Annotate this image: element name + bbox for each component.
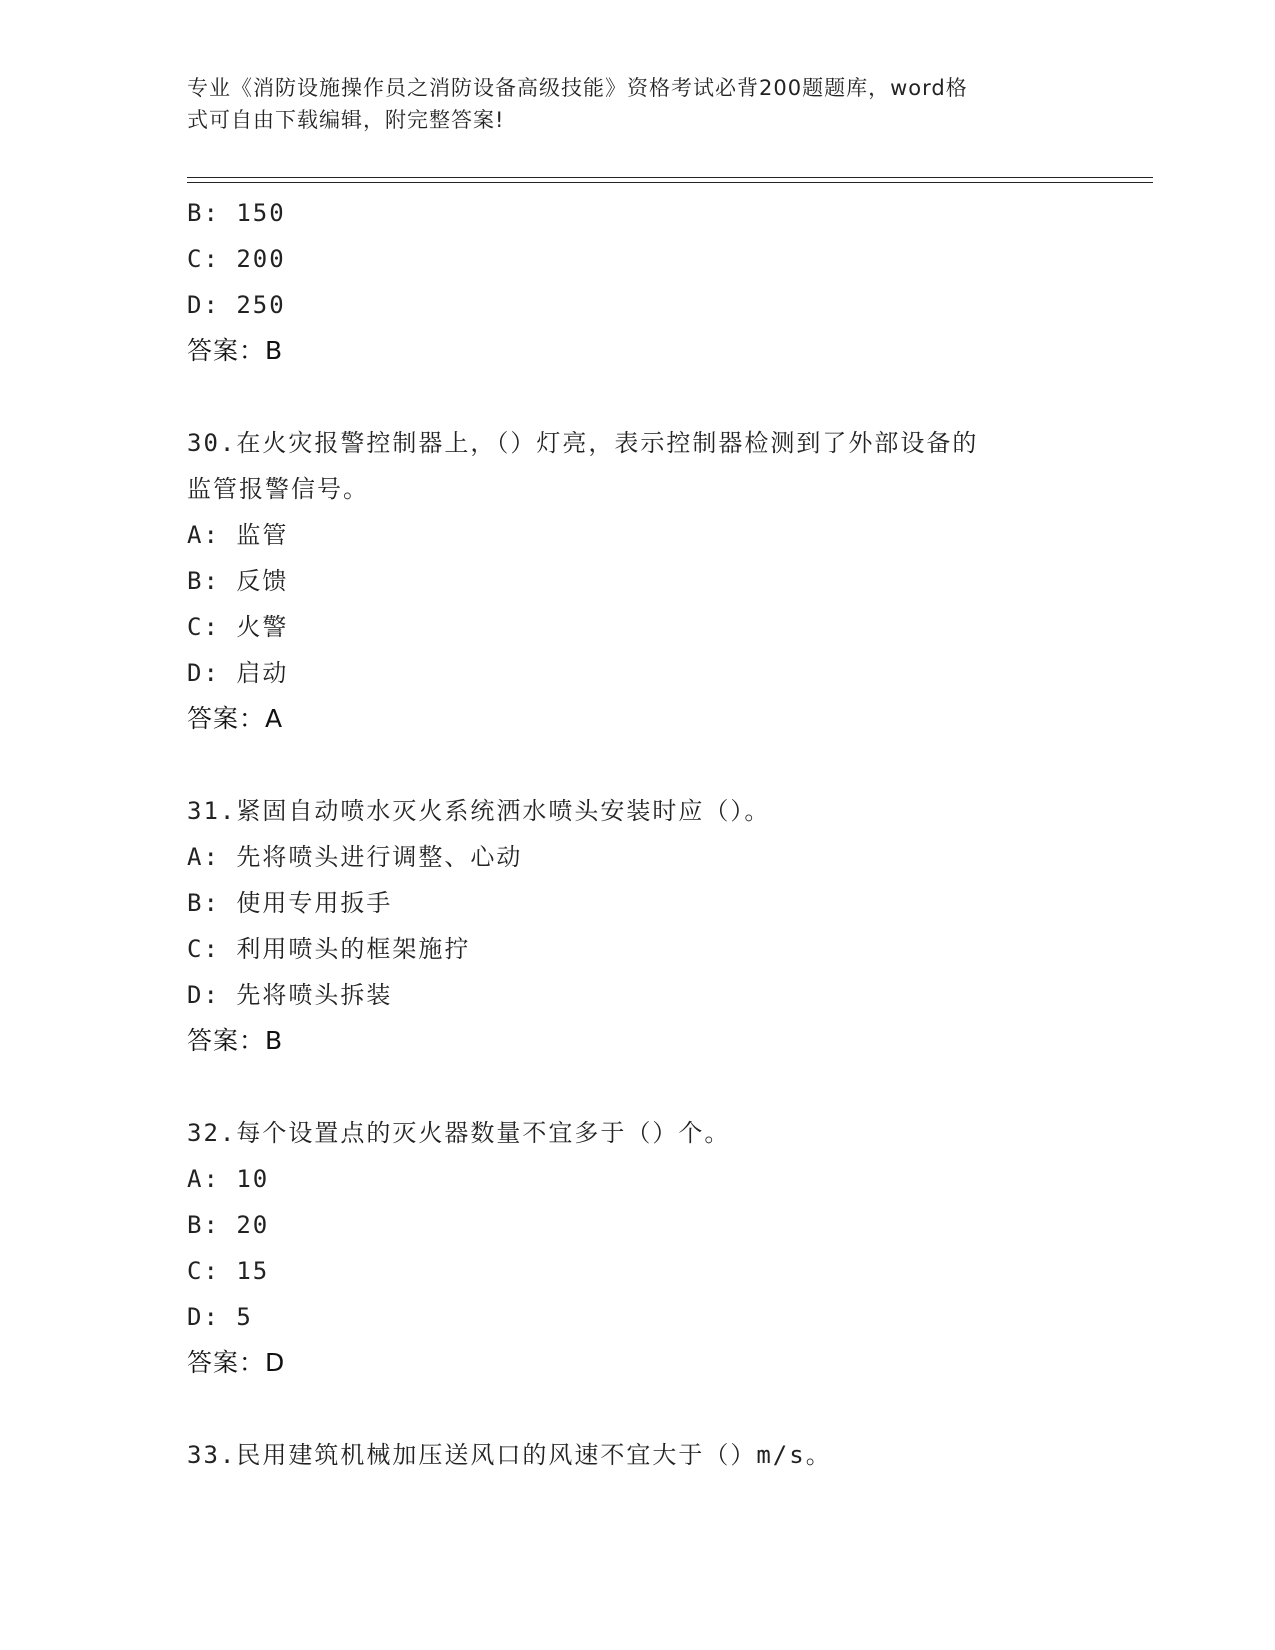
option-a [187, 834, 1087, 880]
question-block-30 [187, 420, 1087, 742]
option-text: 250 [236, 291, 286, 319]
option-label: C: [187, 935, 220, 963]
option-label: B: [187, 199, 220, 227]
option-label: A: [187, 1165, 220, 1193]
option-text: 监管 [236, 521, 289, 549]
answer-line: 答案：B [187, 1026, 284, 1055]
option-label: C: [187, 245, 220, 273]
option-text: 启动 [236, 659, 289, 687]
question-stem-line-1: 30.在火灾报警控制器上，（）灯亮，表示控制器检测到了外部设备的 [187, 429, 979, 457]
option-d [187, 650, 1087, 696]
answer-line: 答案：A [187, 704, 284, 733]
question-stem-line-1: 32.每个设置点的灭火器数量不宜多于（）个。 [187, 1119, 731, 1147]
option-b [187, 190, 1087, 236]
header-title-line-1: 专业《消防设施操作员之消防设备高级技能》资格考试必背200题题库，word格 [187, 76, 968, 100]
option-b [187, 880, 1087, 926]
option-label: A: [187, 521, 220, 549]
option-label: B: [187, 889, 220, 917]
question-block-31 [187, 788, 1087, 1064]
question-block-29 [187, 190, 1087, 374]
option-text: 火警 [236, 613, 289, 641]
answer-line: 答案：B [187, 336, 284, 365]
option-label: D: [187, 291, 220, 319]
document-header [187, 72, 1067, 136]
option-c [187, 604, 1087, 650]
option-text: 使用专用扳手 [236, 889, 393, 917]
option-text: 15 [236, 1257, 270, 1285]
option-text: 反馈 [236, 567, 289, 595]
option-text: 利用喷头的框架施拧 [236, 935, 471, 963]
option-text: 5 [236, 1303, 253, 1331]
option-label: D: [187, 981, 220, 1009]
option-text: 10 [236, 1165, 270, 1193]
question-block-33 [187, 1432, 1087, 1478]
question-stem-line-1: 33.民用建筑机械加压送风口的风速不宜大于（）m/s。 [187, 1441, 832, 1469]
option-d [187, 1294, 1087, 1340]
option-label: D: [187, 659, 220, 687]
spacer [187, 1386, 1087, 1432]
option-d [187, 972, 1087, 1018]
spacer [187, 742, 1087, 788]
question-stem-line-1: 31.紧固自动喷水灭火系统洒水喷头安装时应（）。 [187, 797, 771, 825]
option-text: 20 [236, 1211, 270, 1239]
option-c [187, 1248, 1087, 1294]
option-text: 先将喷头进行调整、心动 [236, 843, 523, 871]
option-a [187, 512, 1087, 558]
option-label: B: [187, 1211, 220, 1239]
header-divider-bottom [187, 182, 1153, 183]
spacer [187, 1064, 1087, 1110]
option-c [187, 926, 1087, 972]
option-text: 先将喷头拆装 [236, 981, 393, 1009]
question-list [187, 190, 1087, 1478]
question-block-32 [187, 1110, 1087, 1386]
answer-line: 答案：D [187, 1348, 286, 1377]
option-text: 200 [236, 245, 286, 273]
option-d [187, 282, 1087, 328]
header-divider-top [187, 177, 1153, 178]
spacer [187, 374, 1087, 420]
option-label: A: [187, 843, 220, 871]
option-label: C: [187, 1257, 220, 1285]
option-label: C: [187, 613, 220, 641]
option-text: 150 [236, 199, 286, 227]
option-label: D: [187, 1303, 220, 1331]
header-title-line-2: 式可自由下载编辑，附完整答案! [187, 108, 505, 132]
option-label: B: [187, 567, 220, 595]
option-b [187, 558, 1087, 604]
question-stem-line-2: 监管报警信号。 [187, 475, 369, 503]
option-c [187, 236, 1087, 282]
option-b [187, 1202, 1087, 1248]
option-a [187, 1156, 1087, 1202]
